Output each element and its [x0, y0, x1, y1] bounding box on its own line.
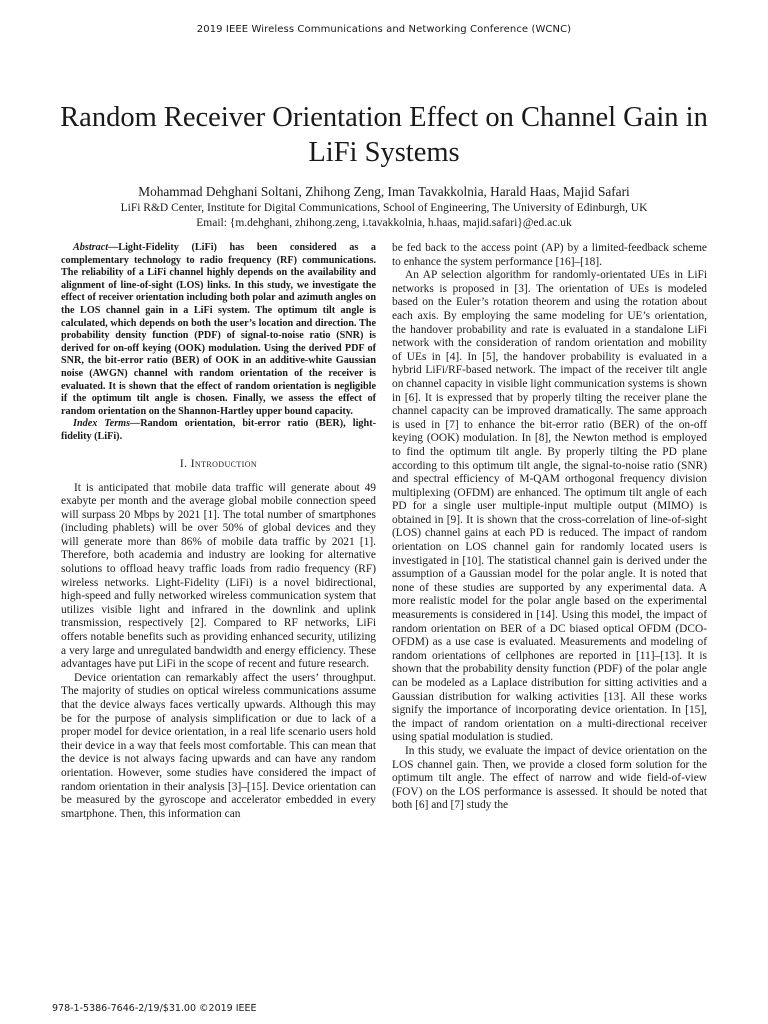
body-paragraph: be fed back to the access point (AP) by a limited-feedback scheme to enhance the system performance [16]–[18]. [392, 242, 707, 268]
affiliation: LiFi R&D Center, Institute for Digital Communications, School of Engineering, The University of Edinburgh, UK [120, 202, 648, 214]
abstract [61, 242, 376, 418]
author-emails: Email: {m.dehghani, zhihong.zeng, i.tavakkolnia, h.haas, majid.safari}@ed.ac.uk [196, 217, 572, 229]
author-list: Mohammad Dehghani Soltani, Zhihong Zeng, Iman Tavakkolnia, Harald Haas, Majid Safari [138, 184, 630, 199]
abstract-text: —Light-Fidelity (LiFi) has been considered as a complementary technology to radio frequency (RF) communications. The reliability of a LiFi channel highly depends on the availability and alignment of line-of-sight (LOS) links. In this study, we investigate the effect of receiver orientation including both polar and azimuth angles on the LOS channel gain in a LiFi system. The optimum tilt angle is calculated, which depends on both the user’s location and direction. The probability density function (PDF) of signal-to-noise ratio (SNR) is derived for on-off keying (OOK) modulation. Using the derived PDF of SNR, the bit-error ratio (BER) of OOK in an additive-white Gaussian noise (AWGN) channel with random orientation of the receiver is evaluated. It is shown that the effect of random orientation is negligible if the optimum tilt angle is chosen. Finally, we assess the effect of random orientation on the Shannon-Hartley upper bound capacity. [61, 242, 376, 417]
body-paragraph: An AP selection algorithm for randomly-orientated UEs in LiFi networks is proposed in [3]. The orientation of UEs is modeled based on the Euler’s rotation theorem and using the rotation about each axis. By employing the same modeling for UE’s orientation, the handover probability and rate is evaluated in a standalone LiFi network with the consideration of random orientation and mobility of UEs in [4]. In [5], the handover probability is evaluated in a hybrid LiFi/RF-based network. The impact of the receiver tilt angle on channel capacity in visible light communication systems is shown in [6]. It is expressed that by properly tilting the receiver plane the channel capacity can be improved dramatically. The same approach is used in [7] to enhance the bit-error ratio (BER) of the on-off keying (OOK) modulation. In [8], the Newton method is employed to find the optimum tilt angle. By properly tilting the PD plane according to this optimum tilt angle, the signal-to-noise ratio (SNR) and spectral efficiency of M-QAM orthogonal frequency division multiplexing (OFDM) are enhanced. The optimum tilt angle of each PD for a single user multiple-input multiple output (MIMO) is obtained in [9]. It is shown that the cross-correlation of line-of-sight (LOS) channel gains at each PD is reduced. The impact of random orientation on LOS channel gain for randomly located users is investigated in [10]. The statistical channel gain is derived under the assumption of a Gaussian model for the polar angle. It is noted that none of these studies are supported by any experimental data. A more realistic model for the polar angle based on the experimental measurements is considered in [14]. Using this model, the impact of random orientation on BER of a DC biased optical OFDM (DCO-OFDM) as a use case is evaluated. Measurements and modeling of random orientations of cellphones are reported in [11]–[13]. It is shown that the probability density function (PDF) of the polar angle can be modeled as a Laplace distribution for sitting activities and a Gaussian distribution for walking activities [13]. All these works signify the importance of incorporating device orientation. In [15], the impact of random orientation on a multi-directional receiver using spatial modulation is studied. [392, 269, 707, 744]
copyright-footer: 978-1-5386-7646-2/19/$31.00 ©2019 IEEE [52, 1003, 257, 1014]
right-column [392, 242, 707, 813]
index-terms [61, 418, 376, 443]
index-terms-text: —Random orientation, bit-error ratio (BER), light-fidelity (LiFi). [61, 418, 376, 442]
body-paragraph: Device orientation can remarkably affect the users’ throughput. The majority of studies on optical wireless communications assume that the device always faces vertically upwards. Although this may be for the purpose of analysis simplification or due to lack of a proper model for device orientation, in a real life scenario users hold their device in a way that feels most comfortable. This can mean that the device is not always facing upwards and can have any random orientation. However, some studies have considered the impact of random orientation in their analysis [3]–[15]. Device orientation can be measured by the gyroscope and accelerator embedded in every smartphone. Then, this information can [61, 671, 376, 820]
paper-title: Random Receiver Orientation Effect on Channel Gain in LiFi Systems [60, 102, 708, 168]
abstract-label: Abstract [73, 242, 109, 253]
body-paragraph: In this study, we evaluate the impact of device orientation on the LOS channel gain. Then, we provide a closed form solution for the optimum tilt angle. The effect of narrow and wide field-of-view (FOV) on the LOS performance is assessed. It should be noted that both [6] and [7] study the [392, 744, 707, 812]
section-number: I. [179, 457, 188, 470]
conference-header: 2019 IEEE Wireless Communications and Networking Conference (WCNC) [196, 24, 572, 35]
left-column [61, 242, 376, 821]
index-terms-label: Index Terms [73, 418, 131, 430]
section-heading [61, 458, 376, 470]
section-title: Introduction [190, 457, 258, 470]
body-paragraph: It is anticipated that mobile data traffic will generate about 49 exabyte per month and the average global mobile connection speed will surpass 20 Mbps by 2021 [1]. The total number of smartphones (including phablets) will be over 50% of global devices and they will generate more than 86% of mobile data traffic by 2021 [1]. Therefore, both academia and industry are looking for alternative solutions to offload heavy traffic loads from radio frequency (RF) wireless networks. Light-Fidelity (LiFi) is a novel bidirectional, high-speed and fully networked wireless communication system that utilizes visible light and infrared in the downlink and uplink transmission, respectively [2]. Compared to RF networks, LiFi offers notable benefits such as providing enhanced security, utilizing a very large and unregulated bandwidth and energy efficiency. These advantages have put LiFi in the scope of recent and future research. [61, 481, 376, 671]
